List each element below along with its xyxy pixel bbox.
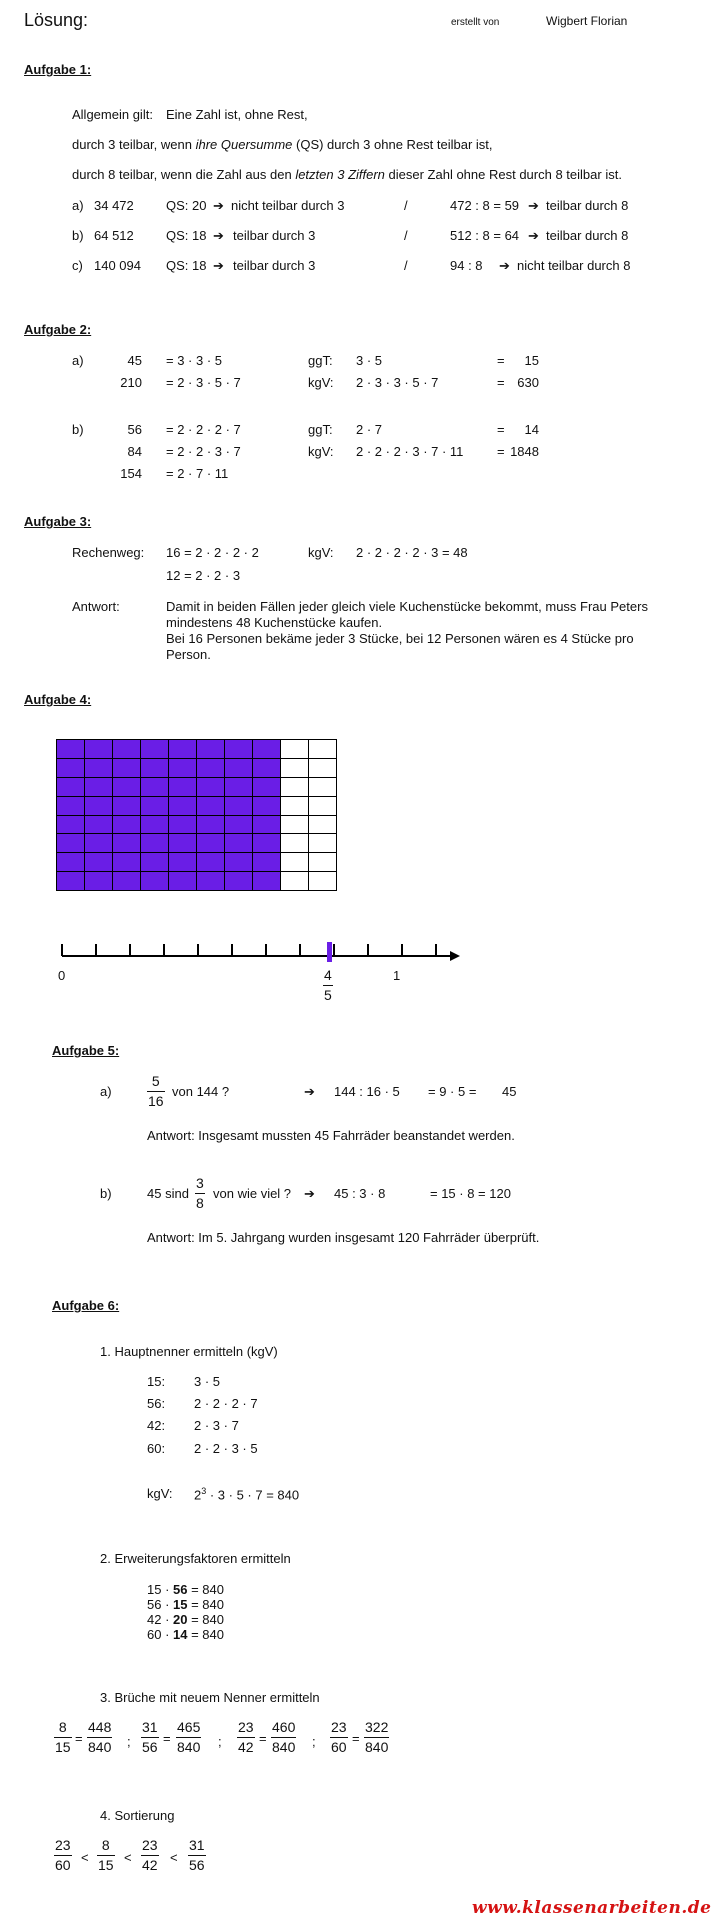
- denominator: 60: [55, 1857, 71, 1873]
- grid-cell-filled: [57, 834, 85, 853]
- denominator: 8: [196, 1195, 204, 1211]
- row-number: 140 094: [94, 258, 141, 273]
- kgv-expr: 2 · 3 · 3 · 5 · 7: [356, 375, 439, 390]
- grid-cell-empty: [309, 759, 337, 778]
- numerator: 5: [151, 1073, 160, 1089]
- grid-cell-filled: [141, 834, 169, 853]
- fraction-bar: [188, 1855, 206, 1856]
- rule-div3: durch 3 teilbar, wenn ihre Quersumme (QS) durch 3 ohne Rest teilbar ist,: [72, 137, 493, 152]
- fraction-bar: [323, 985, 333, 986]
- grid-cell-empty: [281, 797, 309, 816]
- numerator: 23: [331, 1719, 347, 1735]
- extension-row: 42 · 20 = 840: [147, 1612, 224, 1627]
- grid-cell-empty: [281, 872, 309, 891]
- kgv-value: 630: [517, 375, 539, 390]
- ggt-value: 15: [524, 353, 539, 368]
- author-name: Wigbert Florian: [546, 14, 628, 28]
- step-title: 3. Brüche mit neuem Nenner ermitteln: [100, 1690, 320, 1705]
- grid-cell-filled: [57, 759, 85, 778]
- grid-cell-filled: [169, 797, 197, 816]
- created-by-label: erstellt von: [451, 17, 500, 28]
- grid-cell-filled: [253, 872, 281, 891]
- grid-cell-filled: [141, 853, 169, 872]
- kgv-eq: =: [497, 375, 505, 390]
- calc-expr: 45 : 3 · 8: [334, 1186, 386, 1201]
- fraction: [147, 1073, 165, 1110]
- fraction-grid: [56, 739, 337, 891]
- grid-cell-filled: [197, 834, 225, 853]
- row-calc: 94 : 8: [450, 258, 483, 273]
- factor-expr: 2 · 2 · 3 · 5: [194, 1441, 258, 1456]
- equals-sign: =: [352, 1731, 360, 1746]
- grid-cell-filled: [197, 778, 225, 797]
- arrow-icon: ➔: [213, 228, 224, 243]
- arrow-icon: ➔: [528, 198, 539, 213]
- number-line-one: 1: [393, 968, 401, 983]
- ggt-eq: =: [497, 353, 505, 368]
- grid-cell-empty: [309, 797, 337, 816]
- grid-cell-filled: [113, 853, 141, 872]
- denominator: 840: [177, 1739, 201, 1755]
- factorization: = 2 · 2 · 2 · 7: [166, 422, 241, 437]
- numerator: 23: [55, 1837, 71, 1853]
- question-text: von wie viel ?: [213, 1186, 292, 1201]
- fraction-bar: [141, 1737, 159, 1738]
- site-logo[interactable]: www.klassenarbeiten.de: [472, 1898, 711, 1918]
- fraction-bar: [147, 1091, 165, 1092]
- numerator: 322: [365, 1719, 389, 1735]
- antwort-text: [166, 599, 648, 663]
- grid-cell-filled: [253, 797, 281, 816]
- aufgabe5-heading: Aufgabe 5:: [52, 1043, 120, 1058]
- grid-cell-filled: [197, 816, 225, 835]
- step-title: 2. Erweiterungsfaktoren ermitteln: [100, 1551, 291, 1566]
- grid-cell-filled: [141, 797, 169, 816]
- denominator: 15: [98, 1857, 114, 1873]
- denominator: 42: [238, 1739, 254, 1755]
- extension-row: 15 · 56 = 840: [147, 1582, 224, 1597]
- rechenweg-label: Rechenweg:: [72, 545, 145, 560]
- grid-cell-filled: [113, 740, 141, 759]
- aufgabe4-heading: Aufgabe 4:: [24, 692, 92, 707]
- kgv-value: 1848: [510, 444, 539, 459]
- kgv-label: kgV:: [147, 1486, 173, 1501]
- grid-cell-empty: [309, 872, 337, 891]
- denominator: 840: [88, 1739, 112, 1755]
- factorization: = 2 · 3 · 5 · 7: [166, 375, 241, 390]
- page-title: Lösung:: [24, 10, 89, 30]
- numerator: 8: [58, 1719, 67, 1735]
- grid-cell-filled: [253, 816, 281, 835]
- numerator: 8: [101, 1837, 110, 1853]
- arrow-icon: ➔: [213, 198, 224, 213]
- calc-eq: = 9 · 5 =: [428, 1084, 477, 1099]
- grid-cell-filled: [253, 759, 281, 778]
- grid-cell-filled: [197, 740, 225, 759]
- grid-cell-filled: [141, 816, 169, 835]
- grid-cell-empty: [281, 740, 309, 759]
- numerator: 465: [177, 1719, 201, 1735]
- numerator: 23: [142, 1837, 158, 1853]
- fraction: [54, 1719, 72, 1756]
- extension-row: 56 · 15 = 840: [147, 1597, 224, 1612]
- fraction-bar: [54, 1855, 72, 1856]
- factor-expr: 2 · 2 · 2 · 7: [194, 1396, 258, 1411]
- grid-cell-filled: [197, 797, 225, 816]
- ggt-value: 14: [524, 422, 539, 437]
- antwort-line: Damit in beiden Fällen jeder gleich viele Kuchenstücke bekommt, muss Frau Peters mindestens 48 Kuchenstücke kaufen.: [166, 599, 648, 630]
- fraction-bar: [195, 1193, 205, 1194]
- fraction-bar: [141, 1855, 159, 1856]
- fraction: [176, 1719, 201, 1756]
- extension-list: [147, 1582, 224, 1642]
- ggt-label: ggT:: [308, 422, 333, 437]
- part-a-label: a): [72, 353, 84, 368]
- grid-cell-filled: [85, 759, 113, 778]
- grid-cell-filled: [113, 834, 141, 853]
- calc-eq: = 15 · 8 = 120: [430, 1186, 511, 1201]
- factorization: = 2 · 2 · 3 · 7: [166, 444, 241, 459]
- ggt-expr: 3 · 5: [356, 353, 383, 368]
- rechenweg-line: 12 = 2 · 2 · 3: [166, 568, 241, 583]
- calc-result: 45: [502, 1084, 517, 1099]
- grid-cell-filled: [197, 853, 225, 872]
- grid-cell-filled: [169, 834, 197, 853]
- row-result8: teilbar durch 8: [546, 198, 629, 213]
- factor-number: 42:: [147, 1418, 166, 1433]
- number: 45: [127, 353, 142, 368]
- fraction: [87, 1719, 112, 1756]
- number-line-arrow-icon: [450, 951, 460, 961]
- denominator: 840: [365, 1739, 389, 1755]
- fraction: [97, 1837, 115, 1874]
- fraction: [188, 1837, 206, 1874]
- fraction-bar: [364, 1737, 389, 1738]
- grid-cell-filled: [113, 778, 141, 797]
- row-number: 34 472: [94, 198, 134, 213]
- grid-cell-filled: [57, 872, 85, 891]
- number-line-zero: 0: [58, 968, 66, 983]
- separator: ;: [218, 1734, 222, 1749]
- grid-cell-filled: [57, 778, 85, 797]
- answer-text: Antwort: Insgesamt mussten 45 Fahrräder beanstandet werden.: [147, 1128, 515, 1143]
- number: 210: [120, 375, 142, 390]
- rechenweg-line: 16 = 2 · 2 · 2 · 2: [166, 545, 259, 560]
- grid-cell-filled: [225, 816, 253, 835]
- equals-sign: =: [259, 1731, 267, 1746]
- grid-cell-filled: [225, 834, 253, 853]
- row-result8: teilbar durch 8: [546, 228, 629, 243]
- number-line-ticks: [62, 944, 436, 956]
- step-title: 4. Sortierung: [100, 1808, 175, 1823]
- grid-cell-filled: [113, 797, 141, 816]
- grid-cell-empty: [281, 778, 309, 797]
- row-calc: 472 : 8 = 59: [450, 198, 520, 213]
- fraction: [237, 1719, 255, 1756]
- row-result3: teilbar durch 3: [233, 228, 316, 243]
- answer-text: Antwort: Im 5. Jahrgang wurden insgesamt 120 Fahrräder überprüft.: [147, 1230, 540, 1245]
- equals-sign: =: [75, 1731, 83, 1746]
- fraction-bar: [54, 1737, 72, 1738]
- denominator: 56: [189, 1857, 205, 1873]
- factor-number: 60:: [147, 1441, 166, 1456]
- grid-cell-filled: [197, 759, 225, 778]
- fraction: [364, 1719, 389, 1756]
- grid-cell-filled: [113, 872, 141, 891]
- kgv-expr: 2 · 2 · 2 · 2 · 3 = 48: [356, 545, 468, 560]
- fraction-bar: [176, 1737, 201, 1738]
- grid-cell-filled: [169, 778, 197, 797]
- aufgabe1-heading: Aufgabe 1:: [24, 62, 92, 77]
- row-result3: nicht teilbar durch 3: [231, 198, 345, 213]
- grid-cell-filled: [85, 778, 113, 797]
- grid-cell-filled: [225, 872, 253, 891]
- grid-cell-filled: [141, 759, 169, 778]
- denominator: 15: [55, 1739, 71, 1755]
- row-label: b): [72, 228, 84, 243]
- ggt-eq: =: [497, 422, 505, 437]
- grid-cell-filled: [57, 797, 85, 816]
- kgv-eq: =: [497, 444, 505, 459]
- arrow-icon: ➔: [304, 1186, 315, 1201]
- factorization: = 2 · 7 · 11: [166, 466, 229, 481]
- kgv-label: kgV:: [308, 545, 334, 560]
- row-result8: nicht teilbar durch 8: [517, 258, 631, 273]
- denominator: 56: [142, 1739, 158, 1755]
- aufgabe2-heading: Aufgabe 2:: [24, 322, 92, 337]
- numerator: 448: [88, 1719, 112, 1735]
- less-than-sign: <: [124, 1850, 132, 1865]
- separator: ;: [312, 1734, 316, 1749]
- row-qs: QS: 18: [166, 258, 207, 273]
- grid-cell-empty: [309, 740, 337, 759]
- arrow-icon: ➔: [499, 258, 510, 273]
- denominator: 840: [272, 1739, 296, 1755]
- grid-cell-filled: [141, 872, 169, 891]
- grid-cell-filled: [169, 740, 197, 759]
- number: 154: [120, 466, 142, 481]
- arrow-icon: ➔: [528, 228, 539, 243]
- kgv-expr: $2^3 \cdot 3 \cdot 5 \cdot 7 = 840$: [194, 1486, 300, 1503]
- grid-cell-filled: [85, 872, 113, 891]
- factor-expr: 3 · 5: [194, 1374, 221, 1389]
- aufgabe3-heading: Aufgabe 3:: [24, 514, 92, 529]
- antwort-label: Antwort:: [72, 599, 120, 614]
- row-label: c): [72, 258, 83, 273]
- rule-intro-label: Allgemein gilt:: [72, 107, 153, 122]
- grid-cell-filled: [141, 740, 169, 759]
- grid-cell-filled: [57, 853, 85, 872]
- grid-cell-filled: [57, 740, 85, 759]
- grid-cell-empty: [309, 853, 337, 872]
- grid-cell-filled: [113, 816, 141, 835]
- grid-cell-filled: [85, 834, 113, 853]
- number-line: [50, 935, 470, 1015]
- fraction-bar: [330, 1737, 348, 1738]
- row-label: a): [72, 198, 84, 213]
- grid-cell-filled: [169, 759, 197, 778]
- row-result3: teilbar durch 3: [233, 258, 316, 273]
- grid-cell-filled: [85, 853, 113, 872]
- grid-cell-filled: [253, 853, 281, 872]
- part-a-label: a): [100, 1084, 112, 1099]
- kgv-expr: 2 · 2 · 2 · 3 · 7 · 11: [356, 444, 464, 459]
- grid-cell-filled: [225, 778, 253, 797]
- grid-cell-filled: [169, 853, 197, 872]
- numerator: 31: [189, 1837, 205, 1853]
- fraction: [141, 1719, 159, 1756]
- separator: ;: [127, 1734, 131, 1749]
- row-qs: QS: 20: [166, 198, 207, 213]
- factor-number: 56:: [147, 1396, 166, 1411]
- number: 84: [127, 444, 142, 459]
- grid-cell-filled: [197, 872, 225, 891]
- row-number: 64 512: [94, 228, 134, 243]
- kgv-label: kgV:: [308, 444, 334, 459]
- arrow-icon: ➔: [213, 258, 224, 273]
- factor-expr: 2 · 3 · 7: [194, 1418, 239, 1433]
- number-line-mark-fraction: [323, 967, 333, 1004]
- grid-cell-empty: [309, 834, 337, 853]
- question-text: von 144 ?: [172, 1084, 230, 1099]
- grid-cell-filled: [169, 872, 197, 891]
- extension-row: 60 · 14 = 840: [147, 1627, 224, 1642]
- question-prefix: 45 sind: [147, 1186, 189, 1201]
- calc-expr: 144 : 16 · 5: [334, 1084, 400, 1099]
- fraction-bar: [97, 1855, 115, 1856]
- factorization: = 3 · 3 · 5: [166, 353, 222, 368]
- grid-cell-filled: [253, 778, 281, 797]
- row-separator: /: [404, 228, 408, 243]
- denominator: 60: [331, 1739, 347, 1755]
- denominator: 16: [148, 1093, 164, 1109]
- row-qs: QS: 18: [166, 228, 207, 243]
- aufgabe6-heading: Aufgabe 6:: [52, 1298, 120, 1313]
- grid-cell-filled: [85, 816, 113, 835]
- fraction-bar: [271, 1737, 296, 1738]
- grid-cell-filled: [225, 853, 253, 872]
- numerator: 4: [324, 967, 332, 983]
- kgv-label: kgV:: [308, 375, 334, 390]
- row-calc: 512 : 8 = 64: [450, 228, 520, 243]
- numerator: 31: [142, 1719, 158, 1735]
- numerator: 3: [196, 1175, 204, 1191]
- fraction-bar: [87, 1737, 112, 1738]
- step-title: 1. Hauptnenner ermitteln (kgV): [100, 1344, 278, 1359]
- fraction: [195, 1175, 205, 1212]
- denominator: 42: [142, 1857, 158, 1873]
- row-separator: /: [404, 258, 408, 273]
- antwort-line: Bei 16 Personen bekäme jeder 3 Stücke, bei 12 Personen wären es 4 Stücke pro Person.: [166, 631, 634, 662]
- less-than-sign: <: [170, 1850, 178, 1865]
- ggt-label: ggT:: [308, 353, 333, 368]
- grid-cell-empty: [281, 759, 309, 778]
- part-b-label: b): [100, 1186, 112, 1201]
- grid-cell-filled: [225, 740, 253, 759]
- fraction: [54, 1837, 72, 1874]
- grid-cell-empty: [281, 853, 309, 872]
- fraction: [141, 1837, 159, 1874]
- grid-cell-empty: [281, 816, 309, 835]
- denominator: 5: [324, 987, 332, 1003]
- grid-cell-filled: [85, 740, 113, 759]
- rule-intro-text: Eine Zahl ist, ohne Rest,: [166, 107, 308, 122]
- grid-cell-filled: [57, 816, 85, 835]
- number-line-marker: [327, 942, 332, 962]
- number: 56: [127, 422, 142, 437]
- numerator: 460: [272, 1719, 296, 1735]
- grid-cell-filled: [141, 778, 169, 797]
- numerator: 23: [238, 1719, 254, 1735]
- grid-cell-filled: [113, 759, 141, 778]
- less-than-sign: <: [81, 1850, 89, 1865]
- grid-cell-empty: [309, 778, 337, 797]
- grid-cell-filled: [85, 797, 113, 816]
- factor-number: 15:: [147, 1374, 166, 1389]
- fraction: [330, 1719, 348, 1756]
- grid-cell-filled: [225, 759, 253, 778]
- fraction: [271, 1719, 296, 1756]
- equals-sign: =: [163, 1731, 171, 1746]
- grid-cell-empty: [281, 834, 309, 853]
- grid-cell-filled: [225, 797, 253, 816]
- grid-cell-filled: [253, 834, 281, 853]
- rule-div8: durch 8 teilbar, wenn die Zahl aus den letzten 3 Ziffern dieser Zahl ohne Rest durch 8 teilbar ist.: [72, 167, 622, 182]
- row-separator: /: [404, 198, 408, 213]
- grid-cell-filled: [253, 740, 281, 759]
- arrow-icon: ➔: [304, 1084, 315, 1099]
- ggt-expr: 2 · 7: [356, 422, 383, 437]
- part-b-label: b): [72, 422, 84, 437]
- fraction-bar: [237, 1737, 255, 1738]
- grid-cell-filled: [169, 816, 197, 835]
- grid-cell-empty: [309, 816, 337, 835]
